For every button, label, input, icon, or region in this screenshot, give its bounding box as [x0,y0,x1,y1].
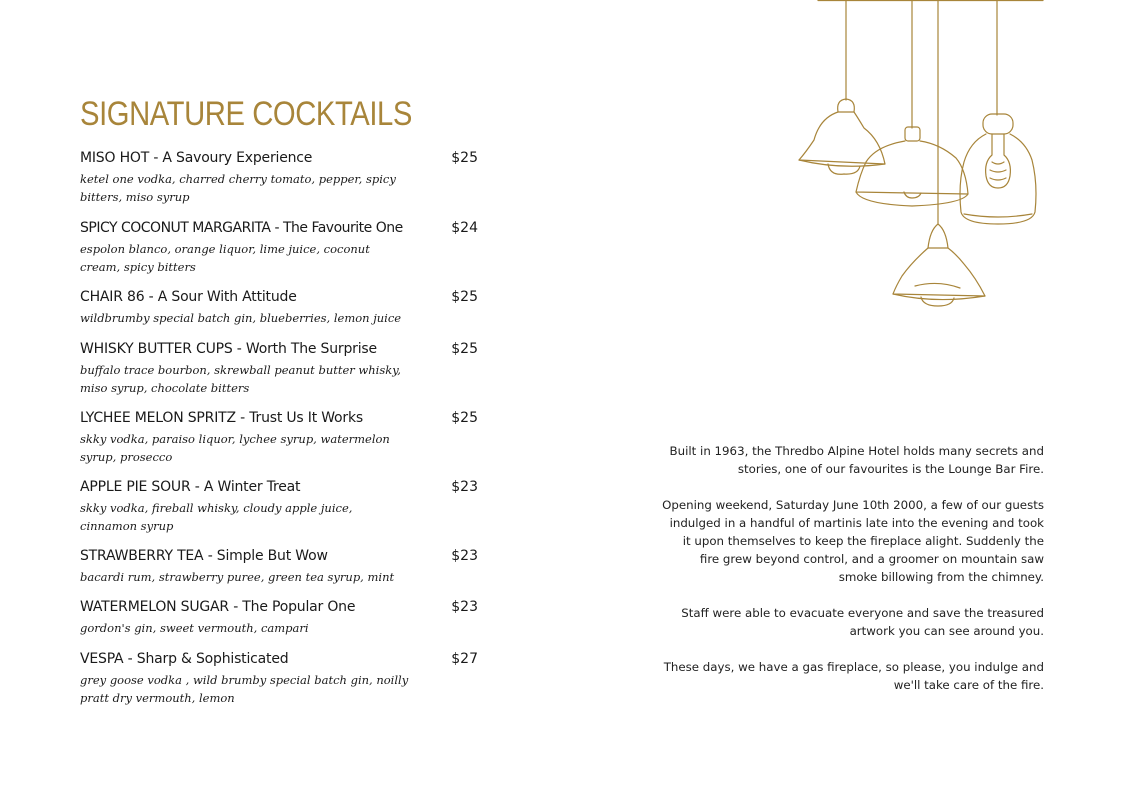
menu-item-price: $25 [451,410,478,426]
menu-item-description: skky vodka, fireball whisky, cloudy apple juice, cinnamon syrup [80,501,353,533]
menu-item-name: SPICY COCONUT MARGARITA - The Favourite One [80,220,403,236]
menu-item [80,599,480,637]
menu-item-price: $24 [451,220,478,236]
menu-item [80,220,480,276]
menu-item-price: $27 [451,651,478,667]
menu-item-price: $23 [451,599,478,615]
story-paragraph: These days, we have a gas fireplace, so please, you indulge and we'll take care of the fire. [663,660,1044,692]
story-paragraph: Staff were able to evacuate everyone and save the treasured artwork you can see around you. [681,606,1044,638]
menu-item [80,548,480,586]
menu-item-name: MISO HOT - A Savoury Experience [80,150,313,166]
menu-item-description: bacardi rum, strawberry puree, green tea syrup, mint [80,570,395,584]
menu-item [80,651,480,707]
menu-item-name: CHAIR 86 - A Sour With Attitude [80,289,297,305]
menu-item-description: wildbrumby special batch gin, blueberries, lemon juice [80,311,402,325]
menu-item-name: VESPA - Sharp & Sophisticated [80,651,289,667]
menu-item-description: gordon's gin, sweet vermouth, campari [80,621,309,635]
menu-item-price: $25 [451,289,478,305]
menu-item-price: $23 [451,479,478,495]
menu-item-price: $23 [451,548,478,564]
menu-item-description: espolon blanco, orange liquor, lime juice, coconut cream, spicy bitters [80,242,370,274]
menu-item-name: STRAWBERRY TEA - Simple But Wow [80,548,328,564]
menu-title: SIGNATURE COCKTAILS [80,95,412,133]
menu-item-description: ketel one vodka, charred cherry tomato, pepper, spicy bitters, miso syrup [80,172,396,204]
menu-item-description: buffalo trace bourbon, skrewball peanut butter whisky, miso syrup, chocolate bitters [80,363,401,395]
menu-item-description: grey goose vodka , wild brumby special batch gin, noilly pratt dry vermouth, lemon [80,673,409,705]
menu-item-name: APPLE PIE SOUR - A Winter Treat [80,479,301,495]
pendant-lamps-icon [780,0,1060,320]
hotel-story [660,442,1044,712]
menu-item-name: WHISKY BUTTER CUPS - Worth The Surprise [80,341,377,357]
menu-item-price: $25 [451,341,478,357]
menu-item [80,479,480,535]
menu-item [80,410,480,466]
menu-item [80,289,480,327]
menu-item [80,341,480,397]
menu-item-name: WATERMELON SUGAR - The Popular One [80,599,356,615]
story-paragraph: Opening weekend, Saturday June 10th 2000, a few of our guests indulged in a handful of martinis late into the evening and took it upon themselves to keep the fireplace alight. Suddenly the fire grew beyond control, and a groomer on mountain saw smoke billowing from the chimney. [662,498,1044,584]
menu-item-name: LYCHEE MELON SPRITZ - Trust Us It Works [80,410,363,426]
menu-item-price: $25 [451,150,478,166]
menu-item-description: skky vodka, paraiso liquor, lychee syrup, watermelon syrup, prosecco [80,432,390,464]
story-paragraph: Built in 1963, the Thredbo Alpine Hotel holds many secrets and stories, one of our favourites is the Lounge Bar Fire. [669,444,1044,476]
menu-item [80,150,480,206]
